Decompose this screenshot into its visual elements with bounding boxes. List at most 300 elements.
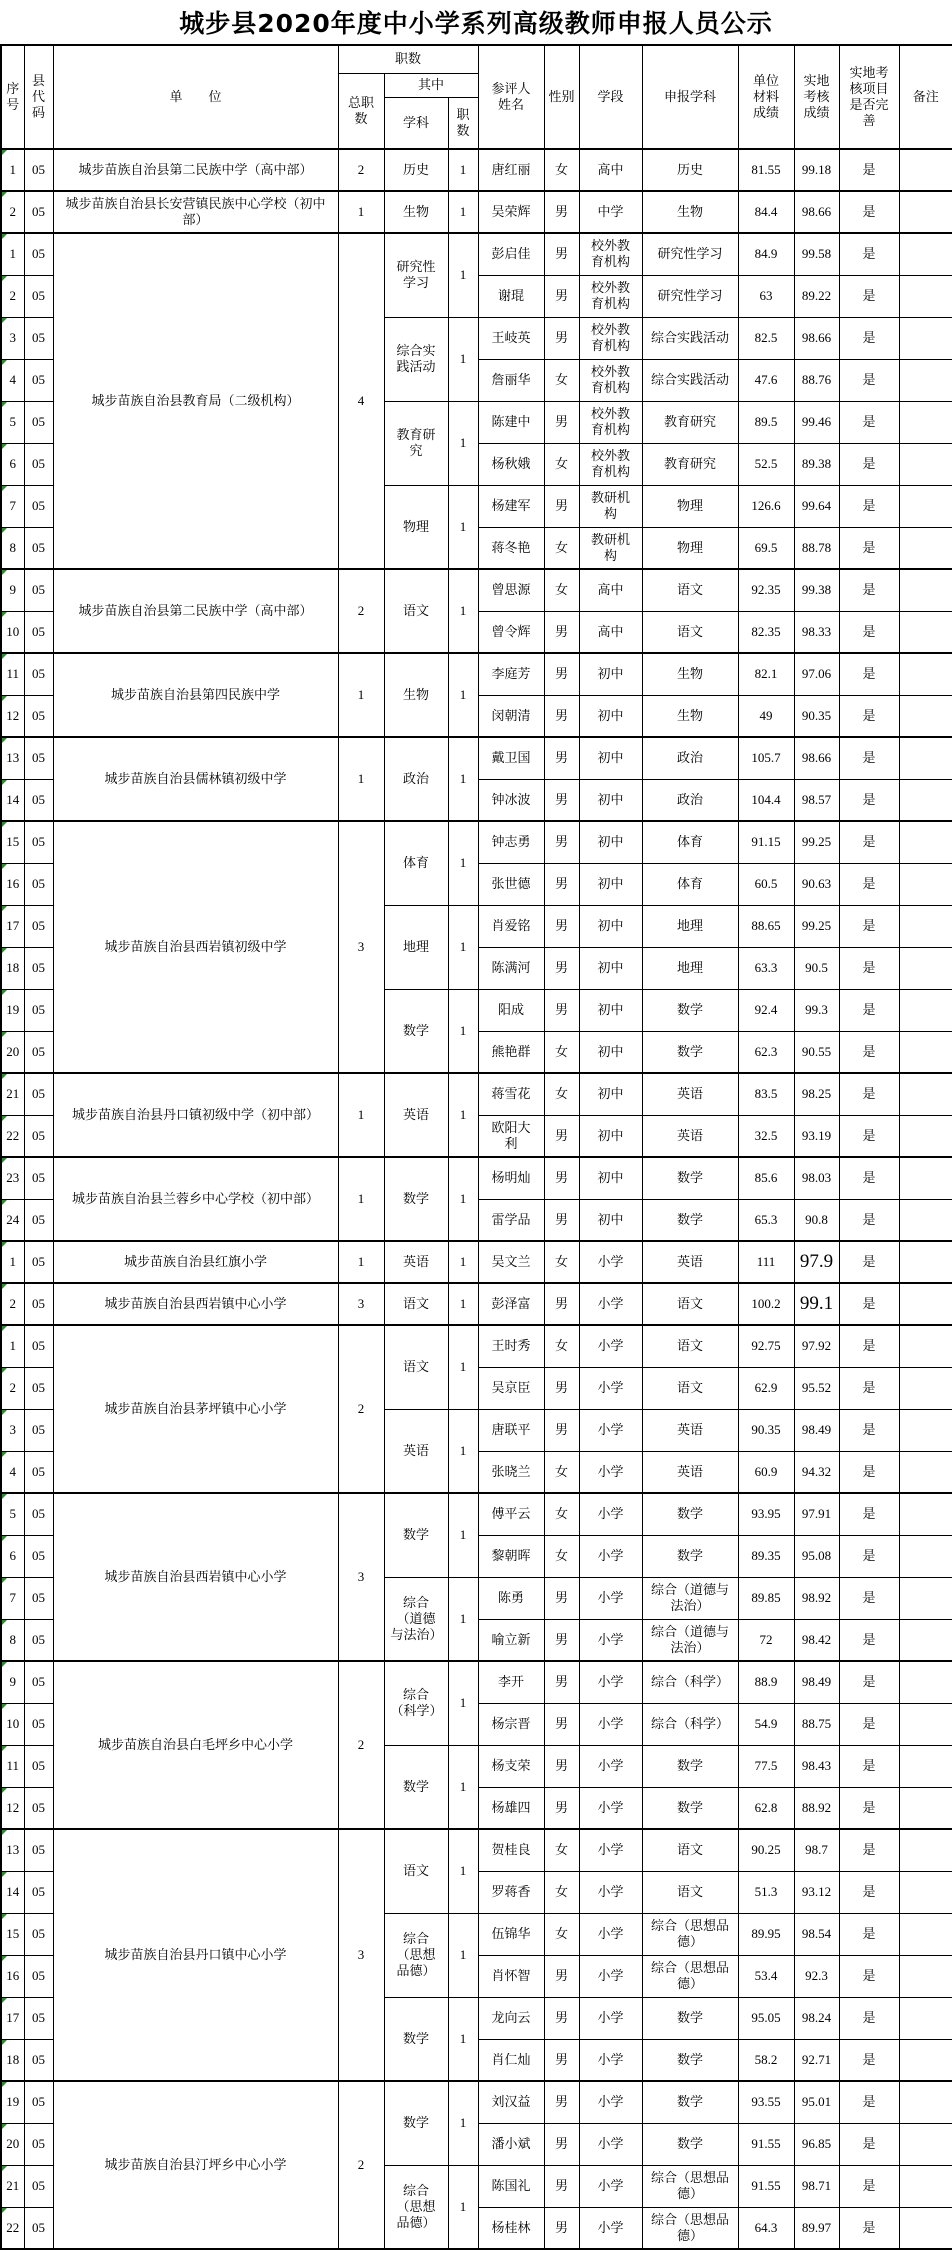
cell-total-posts: 1	[338, 653, 384, 737]
cell-assess-score: 99.38	[794, 569, 839, 611]
cell-complete: 是	[839, 2207, 899, 2249]
cell-assess-score: 89.97	[794, 2207, 839, 2249]
cell-county-code: 05	[24, 1619, 53, 1661]
cell-county-code: 05	[24, 2123, 53, 2165]
cell-complete: 是	[839, 1997, 899, 2039]
cell-county-code: 05	[24, 1409, 53, 1451]
cell-applicant-name: 熊艳群	[478, 1031, 544, 1073]
table-row	[1, 737, 952, 779]
cell-complete: 是	[839, 1451, 899, 1493]
cell-county-code: 05	[24, 1199, 53, 1241]
cell-remark	[899, 275, 952, 317]
cell-assess-score: 98.33	[794, 611, 839, 653]
cell-subject-posts: 1	[448, 1493, 478, 1577]
excel-corner-mark	[2, 2124, 7, 2129]
cell-gender: 男	[544, 1577, 579, 1619]
cell-serial: 2	[1, 1367, 24, 1409]
cell-total-posts: 2	[338, 1661, 384, 1829]
cell-total-posts: 1	[338, 1073, 384, 1157]
cell-gender: 男	[544, 2207, 579, 2249]
cell-subject-posts: 1	[448, 1577, 478, 1661]
cell-stage: 小学	[579, 2207, 642, 2249]
cell-complete: 是	[839, 527, 899, 569]
cell-county-code: 05	[24, 401, 53, 443]
cell-remark	[899, 1451, 952, 1493]
cell-assess-score: 88.78	[794, 527, 839, 569]
cell-county-code: 05	[24, 1115, 53, 1157]
cell-material-score: 81.55	[738, 149, 794, 191]
cell-remark	[899, 1031, 952, 1073]
cell-county-code: 05	[24, 1661, 53, 1703]
excel-corner-mark	[2, 360, 7, 365]
cell-assess-score: 98.24	[794, 1997, 839, 2039]
cell-complete: 是	[839, 1115, 899, 1157]
cell-county-code: 05	[24, 653, 53, 695]
cell-applicant-name: 杨支荣	[478, 1745, 544, 1787]
cell-material-score: 53.4	[738, 1955, 794, 1997]
cell-county-code: 05	[24, 1577, 53, 1619]
cell-subject-posts: 1	[448, 1073, 478, 1157]
cell-serial: 14	[1, 779, 24, 821]
cell-applicant-name: 肖怀智	[478, 1955, 544, 1997]
cell-county-code: 05	[24, 2081, 53, 2123]
cell-complete: 是	[839, 275, 899, 317]
cell-serial: 16	[1, 863, 24, 905]
cell-subject: 数学	[384, 989, 448, 1073]
cell-material-score: 82.1	[738, 653, 794, 695]
cell-stage: 小学	[579, 1283, 642, 1325]
cell-applicant-name: 钟志勇	[478, 821, 544, 863]
cell-remark	[899, 1871, 952, 1913]
cell-material-score: 82.35	[738, 611, 794, 653]
cell-stage: 初中	[579, 1115, 642, 1157]
cell-serial: 2	[1, 191, 24, 233]
cell-subject: 综合（思想品德）	[384, 1913, 448, 1997]
cell-complete: 是	[839, 2081, 899, 2123]
cell-stage: 小学	[579, 1703, 642, 1745]
cell-remark	[899, 695, 952, 737]
cell-apply-subject: 语文	[642, 1367, 738, 1409]
excel-corner-mark	[2, 444, 7, 449]
cell-complete: 是	[839, 443, 899, 485]
cell-serial: 7	[1, 1577, 24, 1619]
cell-applicant-name: 潘小斌	[478, 2123, 544, 2165]
cell-assess-score: 90.35	[794, 695, 839, 737]
cell-subject-posts: 1	[448, 317, 478, 401]
cell-material-score: 89.95	[738, 1913, 794, 1955]
col-header-apply-subject: 申报学科	[642, 45, 738, 149]
cell-apply-subject: 综合（道德与法治）	[642, 1577, 738, 1619]
col-header-name: 参评人姓名	[478, 45, 544, 149]
cell-serial: 24	[1, 1199, 24, 1241]
cell-remark	[899, 359, 952, 401]
cell-county-code: 05	[24, 1325, 53, 1367]
cell-applicant-name: 肖爱铭	[478, 905, 544, 947]
cell-assess-score: 95.08	[794, 1535, 839, 1577]
cell-stage: 校外教育机构	[579, 275, 642, 317]
col-header-stage: 学段	[579, 45, 642, 149]
cell-total-posts: 1	[338, 1157, 384, 1241]
cell-serial: 4	[1, 1451, 24, 1493]
excel-corner-mark	[2, 1158, 7, 1163]
cell-assess-score: 97.92	[794, 1325, 839, 1367]
cell-serial: 16	[1, 1955, 24, 1997]
excel-corner-mark	[2, 696, 7, 701]
cell-county-code: 05	[24, 1787, 53, 1829]
cell-county-code: 05	[24, 1157, 53, 1199]
cell-applicant-name: 彭泽富	[478, 1283, 544, 1325]
cell-subject-posts: 1	[448, 2081, 478, 2165]
cell-applicant-name: 刘汉益	[478, 2081, 544, 2123]
cell-stage: 初中	[579, 989, 642, 1031]
cell-gender: 男	[544, 2081, 579, 2123]
cell-applicant-name: 喻立新	[478, 1619, 544, 1661]
cell-gender: 男	[544, 1997, 579, 2039]
cell-assess-score: 92.3	[794, 1955, 839, 1997]
cell-applicant-name: 杨秋娥	[478, 443, 544, 485]
cell-assess-score: 98.25	[794, 1073, 839, 1115]
cell-stage: 高中	[579, 149, 642, 191]
cell-complete: 是	[839, 1241, 899, 1283]
cell-subject-posts: 1	[448, 1829, 478, 1913]
cell-stage: 小学	[579, 1745, 642, 1787]
cell-serial: 17	[1, 1997, 24, 2039]
cell-stage: 小学	[579, 1661, 642, 1703]
cell-applicant-name: 蒋雪花	[478, 1073, 544, 1115]
cell-assess-score: 98.92	[794, 1577, 839, 1619]
cell-subject: 政治	[384, 737, 448, 821]
cell-remark	[899, 1829, 952, 1871]
excel-corner-mark	[2, 1998, 7, 2003]
cell-county-code: 05	[24, 233, 53, 275]
cell-apply-subject: 语文	[642, 1325, 738, 1367]
cell-material-score: 92.4	[738, 989, 794, 1031]
cell-stage: 初中	[579, 737, 642, 779]
cell-complete: 是	[839, 1829, 899, 1871]
cell-serial: 12	[1, 695, 24, 737]
cell-subject-posts: 1	[448, 569, 478, 653]
cell-complete: 是	[839, 233, 899, 275]
cell-serial: 3	[1, 317, 24, 359]
cell-stage: 高中	[579, 611, 642, 653]
cell-stage: 小学	[579, 2039, 642, 2081]
cell-gender: 男	[544, 1283, 579, 1325]
cell-subject: 物理	[384, 485, 448, 569]
cell-subject: 综合（道德与法治）	[384, 1577, 448, 1661]
cell-applicant-name: 王时秀	[478, 1325, 544, 1367]
table-body	[1, 149, 952, 2249]
cell-subject: 数学	[384, 1997, 448, 2081]
cell-apply-subject: 语文	[642, 569, 738, 611]
excel-corner-mark	[2, 1368, 7, 1373]
cell-applicant-name: 傅平云	[478, 1493, 544, 1535]
cell-material-score: 90.25	[738, 1829, 794, 1871]
cell-gender: 女	[544, 359, 579, 401]
cell-complete: 是	[839, 611, 899, 653]
cell-material-score: 90.35	[738, 1409, 794, 1451]
cell-county-code: 05	[24, 1913, 53, 1955]
cell-serial: 11	[1, 1745, 24, 1787]
cell-gender: 男	[544, 863, 579, 905]
cell-complete: 是	[839, 2039, 899, 2081]
cell-assess-score: 95.52	[794, 1367, 839, 1409]
cell-assess-score: 98.03	[794, 1157, 839, 1199]
cell-apply-subject: 数学	[642, 1745, 738, 1787]
cell-stage: 初中	[579, 653, 642, 695]
cell-county-code: 05	[24, 1997, 53, 2039]
cell-stage: 校外教育机构	[579, 359, 642, 401]
cell-remark	[899, 1703, 952, 1745]
cell-assess-score: 88.92	[794, 1787, 839, 1829]
cell-apply-subject: 英语	[642, 1241, 738, 1283]
cell-gender: 女	[544, 1451, 579, 1493]
cell-assess-score: 99.46	[794, 401, 839, 443]
cell-material-score: 89.5	[738, 401, 794, 443]
cell-assess-score: 97.91	[794, 1493, 839, 1535]
cell-material-score: 84.9	[738, 233, 794, 275]
cell-complete: 是	[839, 821, 899, 863]
cell-county-code: 05	[24, 1031, 53, 1073]
cell-subject: 数学	[384, 1493, 448, 1577]
cell-assess-score: 98.42	[794, 1619, 839, 1661]
cell-complete: 是	[839, 1787, 899, 1829]
cell-applicant-name: 吴京臣	[478, 1367, 544, 1409]
cell-apply-subject: 生物	[642, 191, 738, 233]
cell-subject-posts: 1	[448, 1241, 478, 1283]
cell-subject: 地理	[384, 905, 448, 989]
excel-corner-mark	[2, 2208, 7, 2213]
cell-complete: 是	[839, 947, 899, 989]
cell-assess-score: 99.64	[794, 485, 839, 527]
cell-applicant-name: 陈建中	[478, 401, 544, 443]
cell-apply-subject: 综合（道德与法治）	[642, 1619, 738, 1661]
cell-apply-subject: 数学	[642, 989, 738, 1031]
cell-apply-subject: 地理	[642, 947, 738, 989]
cell-material-score: 77.5	[738, 1745, 794, 1787]
cell-assess-score: 99.1	[794, 1283, 839, 1325]
col-header-unit: 单 位	[53, 45, 338, 149]
cell-subject: 体育	[384, 821, 448, 905]
cell-county-code: 05	[24, 1745, 53, 1787]
cell-complete: 是	[839, 149, 899, 191]
cell-stage: 小学	[579, 1367, 642, 1409]
cell-stage: 小学	[579, 2165, 642, 2207]
cell-remark	[899, 317, 952, 359]
cell-assess-score: 90.55	[794, 1031, 839, 1073]
cell-serial: 18	[1, 947, 24, 989]
cell-material-score: 83.5	[738, 1073, 794, 1115]
cell-apply-subject: 综合实践活动	[642, 359, 738, 401]
cell-stage: 小学	[579, 1787, 642, 1829]
cell-subject-posts: 1	[448, 989, 478, 1073]
excel-corner-mark	[2, 1242, 7, 1247]
cell-county-code: 05	[24, 2165, 53, 2207]
cell-apply-subject: 政治	[642, 737, 738, 779]
cell-unit: 城步苗族自治县西岩镇中心小学	[53, 1283, 338, 1325]
cell-county-code: 05	[24, 275, 53, 317]
cell-assess-score: 93.19	[794, 1115, 839, 1157]
cell-total-posts: 2	[338, 2081, 384, 2249]
cell-county-code: 05	[24, 1451, 53, 1493]
cell-applicant-name: 唐红丽	[478, 149, 544, 191]
cell-assess-score: 96.85	[794, 2123, 839, 2165]
table-row	[1, 1493, 952, 1535]
cell-stage: 小学	[579, 1451, 642, 1493]
cell-gender: 男	[544, 737, 579, 779]
col-header-material-score: 单位材料成绩	[738, 45, 794, 149]
cell-subject: 生物	[384, 191, 448, 233]
table-row	[1, 1073, 952, 1115]
cell-serial: 11	[1, 653, 24, 695]
cell-assess-score: 92.71	[794, 2039, 839, 2081]
cell-material-score: 93.55	[738, 2081, 794, 2123]
cell-applicant-name: 陈国礼	[478, 2165, 544, 2207]
cell-assess-score: 93.12	[794, 1871, 839, 1913]
excel-corner-mark	[2, 2166, 7, 2171]
excel-corner-mark	[2, 1956, 7, 1961]
cell-unit: 城步苗族自治县长安营镇民族中心学校（初中部）	[53, 191, 338, 233]
cell-remark	[899, 1073, 952, 1115]
cell-county-code: 05	[24, 737, 53, 779]
cell-gender: 男	[544, 779, 579, 821]
excel-corner-mark	[2, 2082, 7, 2087]
excel-corner-mark	[2, 1200, 7, 1205]
cell-material-score: 49	[738, 695, 794, 737]
cell-apply-subject: 英语	[642, 1409, 738, 1451]
cell-material-score: 88.65	[738, 905, 794, 947]
cell-assess-score: 98.66	[794, 737, 839, 779]
cell-stage: 小学	[579, 2123, 642, 2165]
cell-applicant-name: 黎朝晖	[478, 1535, 544, 1577]
col-header-subject: 学科	[384, 97, 448, 149]
cell-complete: 是	[839, 2165, 899, 2207]
cell-remark	[899, 233, 952, 275]
cell-county-code: 05	[24, 485, 53, 527]
table-row	[1, 1283, 952, 1325]
cell-material-score: 63	[738, 275, 794, 317]
cell-apply-subject: 数学	[642, 1031, 738, 1073]
cell-subject: 研究性学习	[384, 233, 448, 317]
cell-subject-posts: 1	[448, 1745, 478, 1829]
cell-county-code: 05	[24, 1493, 53, 1535]
cell-serial: 7	[1, 485, 24, 527]
cell-stage: 教研机构	[579, 485, 642, 527]
cell-complete: 是	[839, 989, 899, 1031]
cell-material-score: 93.95	[738, 1493, 794, 1535]
cell-stage: 小学	[579, 1409, 642, 1451]
cell-gender: 男	[544, 947, 579, 989]
cell-gender: 男	[544, 1115, 579, 1157]
cell-unit: 城步苗族自治县西岩镇初级中学	[53, 821, 338, 1073]
cell-subject-posts: 1	[448, 1325, 478, 1409]
cell-applicant-name: 杨建军	[478, 485, 544, 527]
cell-material-score: 95.05	[738, 1997, 794, 2039]
cell-total-posts: 1	[338, 737, 384, 821]
excel-corner-mark	[2, 1746, 7, 1751]
cell-complete: 是	[839, 737, 899, 779]
cell-material-score: 32.5	[738, 1115, 794, 1157]
cell-stage: 校外教育机构	[579, 317, 642, 359]
cell-gender: 女	[544, 1031, 579, 1073]
cell-serial: 13	[1, 737, 24, 779]
cell-unit: 城步苗族自治县教育局（二级机构）	[53, 233, 338, 569]
table-row	[1, 1241, 952, 1283]
cell-county-code: 05	[24, 989, 53, 1031]
cell-unit: 城步苗族自治县儒林镇初级中学	[53, 737, 338, 821]
cell-unit: 城步苗族自治县汀坪乡中心小学	[53, 2081, 338, 2249]
cell-subject: 生物	[384, 653, 448, 737]
cell-assess-score: 94.32	[794, 1451, 839, 1493]
cell-remark	[899, 821, 952, 863]
cell-applicant-name: 吴荣辉	[478, 191, 544, 233]
cell-stage: 校外教育机构	[579, 401, 642, 443]
cell-stage: 小学	[579, 1619, 642, 1661]
cell-serial: 21	[1, 1073, 24, 1115]
cell-subject-posts: 1	[448, 1661, 478, 1745]
cell-gender: 男	[544, 2039, 579, 2081]
cell-gender: 男	[544, 1409, 579, 1451]
cell-assess-score: 99.58	[794, 233, 839, 275]
cell-assess-score: 98.49	[794, 1409, 839, 1451]
cell-serial: 22	[1, 2207, 24, 2249]
excel-corner-mark	[2, 1662, 7, 1667]
cell-total-posts: 2	[338, 149, 384, 191]
excel-corner-mark	[2, 1074, 7, 1079]
cell-serial: 20	[1, 1031, 24, 1073]
col-header-total-posts: 总职数	[338, 73, 384, 149]
cell-gender: 男	[544, 275, 579, 317]
cell-complete: 是	[839, 1745, 899, 1787]
col-header-serial: 序号	[1, 45, 24, 149]
cell-gender: 女	[544, 1913, 579, 1955]
cell-stage: 小学	[579, 2081, 642, 2123]
cell-total-posts: 3	[338, 1283, 384, 1325]
cell-assess-score: 98.7	[794, 1829, 839, 1871]
cell-remark	[899, 1745, 952, 1787]
cell-applicant-name: 李庭芳	[478, 653, 544, 695]
cell-complete: 是	[839, 1367, 899, 1409]
cell-subject: 数学	[384, 1745, 448, 1829]
cell-remark	[899, 653, 952, 695]
cell-material-score: 62.9	[738, 1367, 794, 1409]
cell-county-code: 05	[24, 1871, 53, 1913]
cell-subject: 英语	[384, 1409, 448, 1493]
cell-remark	[899, 485, 952, 527]
cell-gender: 女	[544, 1829, 579, 1871]
cell-material-score: 84.4	[738, 191, 794, 233]
cell-complete: 是	[839, 653, 899, 695]
cell-serial: 19	[1, 2081, 24, 2123]
cell-apply-subject: 教育研究	[642, 401, 738, 443]
cell-subject-posts: 1	[448, 1913, 478, 1997]
cell-gender: 男	[544, 233, 579, 275]
cell-gender: 男	[544, 2123, 579, 2165]
excel-corner-mark	[2, 1494, 7, 1499]
cell-apply-subject: 研究性学习	[642, 233, 738, 275]
cell-gender: 女	[544, 527, 579, 569]
cell-remark	[899, 1577, 952, 1619]
cell-stage: 初中	[579, 1157, 642, 1199]
cell-county-code: 05	[24, 611, 53, 653]
cell-remark	[899, 1199, 952, 1241]
cell-subject-posts: 1	[448, 821, 478, 905]
cell-county-code: 05	[24, 863, 53, 905]
cell-material-score: 92.75	[738, 1325, 794, 1367]
cell-apply-subject: 综合（思想品德）	[642, 2207, 738, 2249]
cell-stage: 小学	[579, 1829, 642, 1871]
cell-apply-subject: 数学	[642, 2039, 738, 2081]
cell-apply-subject: 英语	[642, 1451, 738, 1493]
